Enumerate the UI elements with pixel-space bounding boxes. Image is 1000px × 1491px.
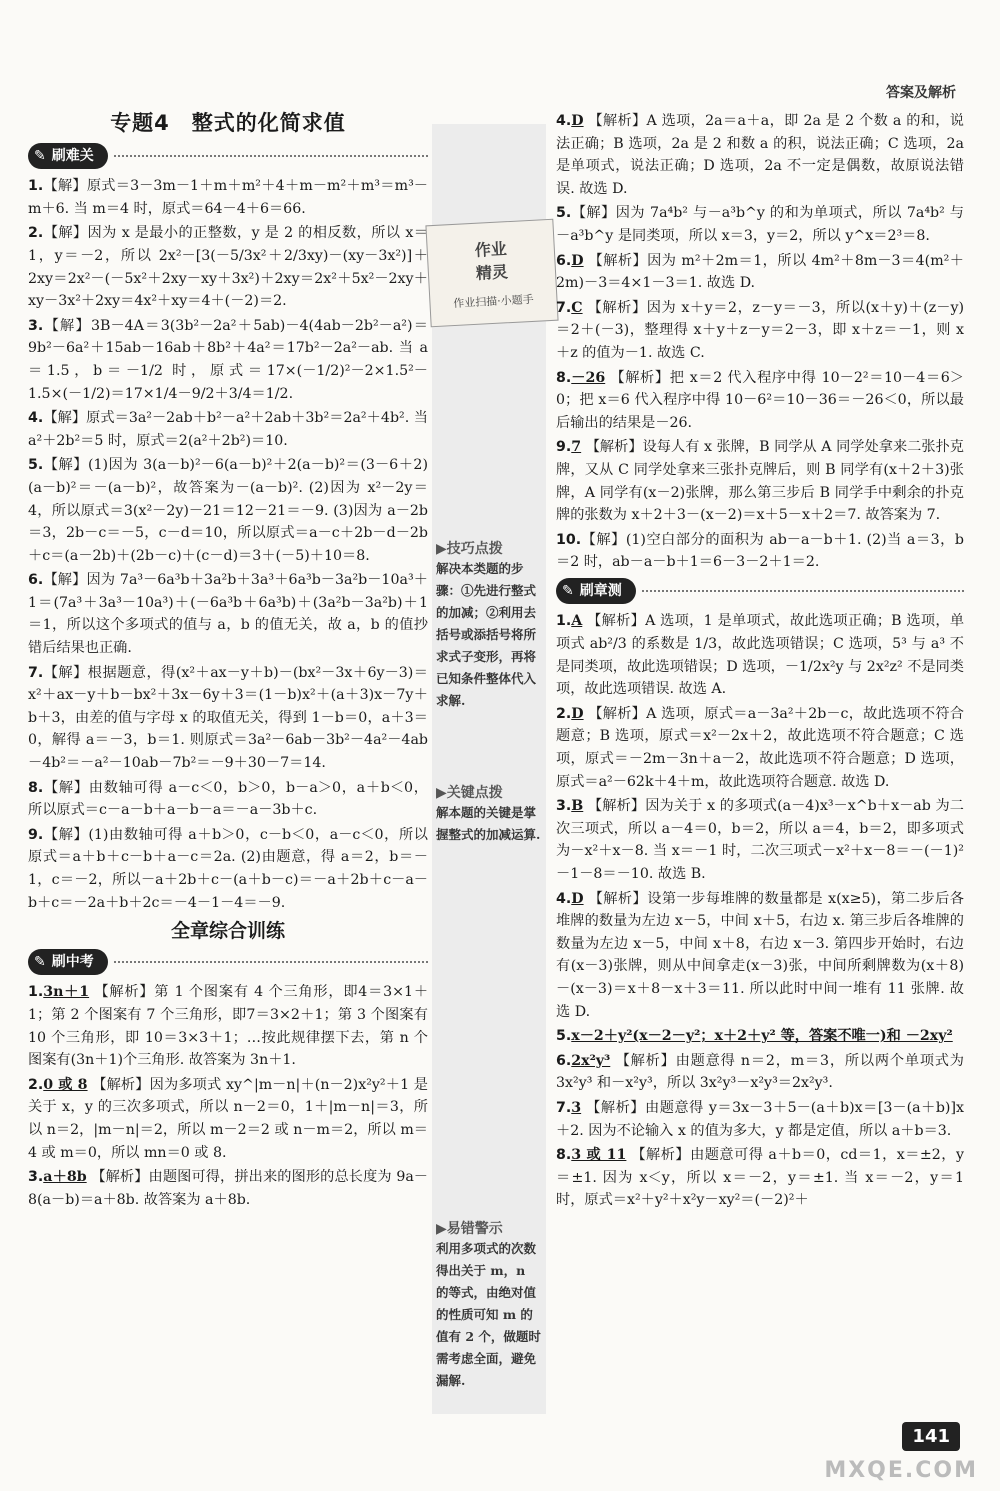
page-title: 专题4 整式的化简求值 <box>110 111 346 135</box>
stamp-line-1: 作业 <box>474 239 508 260</box>
answer-value: D <box>571 113 584 129</box>
header-answers-label: 答案及解析 <box>886 85 956 101</box>
question-number: 7. <box>28 664 44 681</box>
tip-body-3: 利用多项式的次数得出关于 m，n 的等式，由绝对值的性质可知 m 的值有 2 个，做题时需考虑全面，避免漏解. <box>436 1241 541 1388</box>
answer-text: 【解析】由题意得 n＝2，m＝3，所以两个单项式为 3x²y³ 和－x²y³，所以 3x²y³－x²y³＝2x²y³. <box>556 1052 964 1092</box>
answer-text: 【解】因为 7a³－6a³b＋3a²b＋3a³＋6a³b－3a²b－10a³＋1＝(7a³＋3a³－10a³)＋(－6a³b＋6a³b)＋(3a²b－3a²b)＋1＝1，所以这个多项式的值与 a，b 的值无关，故 a，b 的值抄错后结果也正确. <box>28 572 428 657</box>
section-badge-exam <box>28 949 428 976</box>
answer-value: 2x²y³ <box>571 1052 611 1069</box>
answer-text: 【解析】由题意可得 a＋b＝0，cd＝1，x＝±2，y＝±1. 因为 x＜y，所以 x＝－2，y＝±1. 当 x＝－2，y＝1 时，原式＝x²＋y²＋x²y－xy²＝(－2)²＋ <box>556 1147 964 1209</box>
question-number: 1. <box>28 984 44 1001</box>
question-number: 9. <box>28 826 44 843</box>
left-column <box>28 110 428 1213</box>
answer-item <box>556 610 964 700</box>
badge-pill <box>28 143 108 170</box>
answer-value: D <box>571 705 584 722</box>
tip-block-3 <box>436 1218 542 1392</box>
question-number: 2. <box>28 1076 44 1093</box>
answer-item <box>556 529 964 574</box>
answer-text: 【解】因为 x 是最小的正整数，y 是 2 的相反数，所以 x＝1，y＝－2，所以 2x²－[3(－5/3x²＋2/3xy)－(xy－3x²)]＋2xy＝2x²－(－5x²＋2xy－xy＋3x²)＋2xy＝2x²＋5x²－2xy＋xy－3x²＋2xy＝4x²＋xy＝4＋(－2)＝2. <box>28 225 428 310</box>
dotted-divider <box>114 155 428 157</box>
badge-label: 刷中考 <box>51 953 94 970</box>
answer-item <box>556 795 964 885</box>
question-number: 10. <box>556 531 582 548</box>
answer-item <box>28 777 428 822</box>
question-number: 5. <box>28 457 44 474</box>
answer-value: B <box>571 798 584 815</box>
watermark: MXQE.COM <box>824 1458 978 1483</box>
answer-text: 【解】根据题意，得(x²＋ax－y＋b)－(bx²－3x＋6y－3)＝x²＋ax－y＋b－bx²＋3x－6y＋3＝(1－b)x²＋(a＋3)x－7y＋b＋3，由差的值与字母 x 的取值无关，得到 1－b＝0，a＋3＝0，解得 a＝－3，b＝1. 则原式＝3a²－6ab－3b²－4a²－4ab－4b²＝－a²－10ab－7b²＝－9＋30－7＝14. <box>28 664 428 772</box>
answer-text: 【解析】A 选项，2a＝a＋a，即 2a 是 2 个数 a 的和，说法正确；B 选项，2a 是 2 和数 a 的积，说法正确；C 选项，2a 是单项式，说法正确；D 选项，2a 不一定是偶数，故原说法错误. 故选 D. <box>556 113 964 197</box>
answer-item <box>28 569 428 659</box>
question-number: 8. <box>28 779 44 796</box>
dotted-divider <box>642 590 964 592</box>
answer-value: x－2＋y²(x－2－y²；x＋2＋y² 等，答案不唯一)和 －2xy² <box>571 1028 953 1045</box>
answer-text: 【解】由数轴可得 a－c＜0，b＞0，b－a＞0，a＋b＜0，所以原式＝c－a－b＋a－b－a＝－a－3b＋c. <box>28 779 428 819</box>
answer-list-left-2 <box>28 981 428 1211</box>
question-number: 1. <box>28 178 44 195</box>
answer-item <box>28 454 428 567</box>
answer-text: 【解】(1)空白部分的面积为 ab－a－b＋1. (2)当 a＝3，b＝2 时，ab－a－b＋1＝6－3－2＋1＝2. <box>556 531 964 571</box>
question-number: 6. <box>556 1052 572 1069</box>
answer-item <box>556 436 964 526</box>
tip-block-2 <box>436 782 542 846</box>
answer-value: 0 或 8 <box>43 1076 88 1093</box>
question-number: 8. <box>556 1147 572 1164</box>
stamp-line-3: 作业扫描·小题手 <box>452 292 535 311</box>
pen-icon: ✎ <box>34 953 46 970</box>
answer-value: 3 <box>571 1099 582 1116</box>
answer-value: －26 <box>571 369 606 386</box>
answer-item <box>556 110 964 200</box>
stamp-line-2: 精灵 <box>475 262 509 283</box>
answer-text: 【解析】由题意得 y＝3x－3＋5－(a＋b)x＝[3－(a＋b)]x＋2. 因为不论输入 x 的值为多大，y 都是定值，所以 a＋b＝3. <box>556 1099 964 1139</box>
page-number: 141 <box>902 1422 960 1451</box>
answer-item <box>28 824 428 914</box>
answer-item <box>556 1050 964 1095</box>
question-number: 2. <box>28 225 44 242</box>
answer-text: 【解】(1)由数轴可得 a＋b＞0，c－b＜0，a－c＜0，所以原式＝a＋b＋c－b＋a－c＝2a. (2)由题意，得 a＝2，b＝－1，c＝－2，所以－a＋2b＋c－(a＋b－c)＝－a＋2b＋c－a－b＋c＝－2a＋b＋2c＝－4－1－4＝－9. <box>28 826 428 911</box>
question-number: 4. <box>556 890 572 907</box>
tip-body-1: 解决本类题的步骤：①先进行整式的加减；②利用去括号或添括号将所求式子变形，再将已知条件整体代入求解. <box>436 561 537 708</box>
tip-block-1 <box>436 538 542 712</box>
answer-item <box>28 315 428 405</box>
question-number: 6. <box>556 252 572 269</box>
answer-item <box>556 202 964 247</box>
answer-item <box>28 1074 428 1164</box>
badge-label: 刷难关 <box>51 147 94 164</box>
answer-value: a＋8b <box>43 1169 87 1186</box>
question-number: 4. <box>28 410 44 427</box>
answer-value: A <box>571 613 583 630</box>
answer-text: 【解析】由题图可得，拼出来的图形的总长度为 9a－8(a－b)＝a＋8b. 故答案为 a＋8b. <box>28 1169 428 1208</box>
answer-text: 【解析】A 选项，原式＝a－3a²＋2b－c，故此选项不符合题意；B 选项，原式＝x²－2x＋2，故此选项不符合题意；C 选项，原式＝－2m－3n＋a－2，故此选项不符合题意；D 选项，原式＝a²－62k＋4＋m，故此选项符合题意. 故选 D. <box>556 705 964 790</box>
question-number: 7. <box>556 299 572 316</box>
pen-icon: ✎ <box>34 147 46 164</box>
answer-value: C <box>571 299 583 316</box>
answer-value: D <box>571 890 584 907</box>
answer-item <box>556 297 964 365</box>
tip-head-1: ▶技巧点拨 <box>436 541 503 557</box>
answer-text: 【解】原式＝3－3m－1＋m＋m²＋4＋m－m²＋m³＝m³－m＋6. 当 m＝4 时，原式＝64－4＋6＝66. <box>28 178 428 217</box>
badge-pill <box>28 949 108 976</box>
question-number: 3. <box>28 1169 44 1186</box>
badge-label: 刷章测 <box>579 582 622 599</box>
answer-value: 3n＋1 <box>43 984 90 1001</box>
answer-list-left <box>28 175 428 914</box>
answer-item <box>556 1025 964 1048</box>
dotted-divider <box>114 961 428 963</box>
answer-item <box>556 1144 964 1212</box>
section-subtitle: 全章综合训练 <box>170 920 285 943</box>
badge-pill <box>556 578 636 605</box>
answer-item <box>28 175 428 220</box>
question-number: 4. <box>556 113 572 129</box>
answer-item <box>556 250 964 295</box>
answer-item <box>556 703 964 793</box>
answer-text: 【解析】因为多项式 xy^|m－n|＋(n－2)x²y²＋1 是关于 x，y 的三次多项式，所以 n－2＝0，1＋|m－n|＝3，所以 n＝2，|m－n|＝2，所以 m－2＝2 或 n－m＝2，所以 m＝4 或 m＝0，所以 mn＝0 或 8. <box>28 1076 428 1161</box>
question-number: 5. <box>556 205 572 222</box>
question-number: 3. <box>556 798 572 815</box>
section-badge-hard <box>28 143 428 170</box>
answer-value: 7 <box>571 439 582 456</box>
answer-list-right <box>556 110 964 574</box>
question-number: 2. <box>556 705 572 722</box>
answer-text: 【解析】第 1 个图案有 4 个三角形，即4＝3×1＋1；第 2 个图案有 7 个三角形，即7＝3×2＋1；第 3 个图案有 10 个三角形，即 10＝3×3＋1；…按此规律摆下去，第 n 个图案有(3n＋1)个三角形. 故答案为 3n＋1. <box>28 984 429 1069</box>
answer-item <box>28 662 428 775</box>
answer-item <box>556 367 964 435</box>
pen-icon: ✎ <box>562 582 574 599</box>
question-number: 7. <box>556 1099 572 1116</box>
right-column <box>556 110 964 1214</box>
question-number: 5. <box>556 1028 572 1045</box>
answer-list-right-2 <box>556 610 964 1211</box>
question-number: 8. <box>556 369 572 386</box>
tip-head-3: ▶易错警示 <box>436 1221 503 1237</box>
section-badge-chapter <box>556 578 964 605</box>
answer-text: 【解析】A 选项，1 是单项式，故此选项正确；B 选项，单项式 ab²/3 的系数是 1/3，故此选项错误；C 选项，5³ 与 a³ 不是同类项，故此选项错误；D 选项，－1/2x²y 与 2x²z² 不是同类项，故此选项错误. 故选 A. <box>556 613 965 698</box>
answer-item <box>556 888 964 1024</box>
answer-text: 【解析】把 x＝2 代入程序中得 10－2²＝10－4＝6＞0；把 x＝6 代入程序中得 10－6²＝10－36＝－26＜0，所以最后输出的结果是－26. <box>556 369 965 431</box>
question-number: 1. <box>556 613 572 630</box>
answer-text: 【解析】设第一步每堆牌的数量都是 x(x≥5)，第二步后各堆牌的数量为左边 x－5，中间 x＋5，右边 x. 第三步后各堆牌的数量为左边 x－5，中间 x＋8，右边 x－3. 第四步开始时，右边有(x－3)张牌，则从中间拿走(x－3)张，中间所剩牌数为(x＋8)－(x－3)＝x＋8－x＋3＝11. 所以此时中间一堆有 11 张牌. 故选 D. <box>556 890 964 1020</box>
answer-text: 【解】(1)因为 3(a－b)²－6(a－b)²＋2(a－b)²＝(3－6＋2)(a－b)²＝－(a－b)²，故答案为－(a－b)². (2)因为 x²－2y＝4，所以原式＝3(x²－2y)－21＝12－21＝－9. (3)因为 a－2b＝3，2b－c＝－5，c－d＝10，所以原式＝a－c＋2b－d－2b＋c＝(a－2b)＋(2b－c)＋(c－d)＝3＋(－5)＋10＝8. <box>28 457 428 564</box>
answer-text: 【解】3B－4A＝3(3b²－2a²＋5ab)－4(4ab－2b²－a²)＝9b²－6a²＋15ab－16ab＋8b²＋4a²＝17b²－2a²－ab. 当 a＝1.5，b＝－1/2 时，原式＝17×(－1/2)²－2×1.5²－1.5×(－1/2)＝17×1/4－9/2＋3/4＝1/2. <box>28 317 428 402</box>
answer-item <box>28 407 428 452</box>
question-number: 9. <box>556 439 572 456</box>
answer-text: 【解析】因为 m²＋2m＝1，所以 4m²＋8m－3＝4(m²＋2m)－3＝4×1－3＝1. 故选 D. <box>556 252 964 292</box>
app-stamp-logo <box>425 219 558 328</box>
answer-text: 【解】因为 7a⁴b² 与－a³b^y 的和为单项式，所以 7a⁴b² 与－a³b^y 是同类项，所以 x＝3，y＝2，所以 y^x＝2³＝8. <box>556 205 964 244</box>
answer-text: 【解】原式＝3a²－2ab＋b²－a²＋2ab＋3b²＝2a²＋4b². 当 a²＋2b²＝5 时，原式＝2(a²＋2b²)＝10. <box>28 410 428 449</box>
answer-item <box>28 981 428 1071</box>
answer-value: 3 或 11 <box>571 1147 627 1164</box>
answer-item <box>556 1097 964 1142</box>
answer-text: 【解析】因为 x＋y＝2，z－y＝－3，所以(x＋y)＋(z－y)＝2＋(－3)，整理得 x＋y＋z－y＝2－3，即 x＋z＝－1，则 x＋z 的值为－1. 故选 C. <box>556 299 965 361</box>
question-number: 3. <box>28 317 44 334</box>
answer-text: 【解析】因为关于 x 的多项式(a－4)x³－x^b＋x－ab 为二次三项式，所以 a－4＝0，b＝2，所以 a＝4，b＝2，即多项式为－x²＋x－8. 当 x＝－1 时，二次三项式－x²＋x－8＝－(－1)²－1－8＝－10. 故选 B. <box>556 798 964 882</box>
tip-body-2: 解本题的关键是掌握整式的加减运算. <box>436 805 541 842</box>
answer-text: 【解析】设每人有 x 张牌，B 同学从 A 同学处拿来二张扑克牌，又从 C 同学处拿来三张扑克牌后，则 B 同学有(x＋2＋3)张牌，A 同学有(x－2)张牌，那么第三步后 B 同学手中剩余的扑克牌的张数为 x＋2＋3－(x－2)＝x＋5－x＋2＝7. 故答案为 7. <box>556 439 964 524</box>
question-number: 6. <box>28 572 44 589</box>
answer-item <box>28 1166 428 1211</box>
answer-value: D <box>571 252 584 269</box>
answer-item <box>28 222 428 312</box>
tip-head-2: ▶关键点拨 <box>436 785 503 801</box>
